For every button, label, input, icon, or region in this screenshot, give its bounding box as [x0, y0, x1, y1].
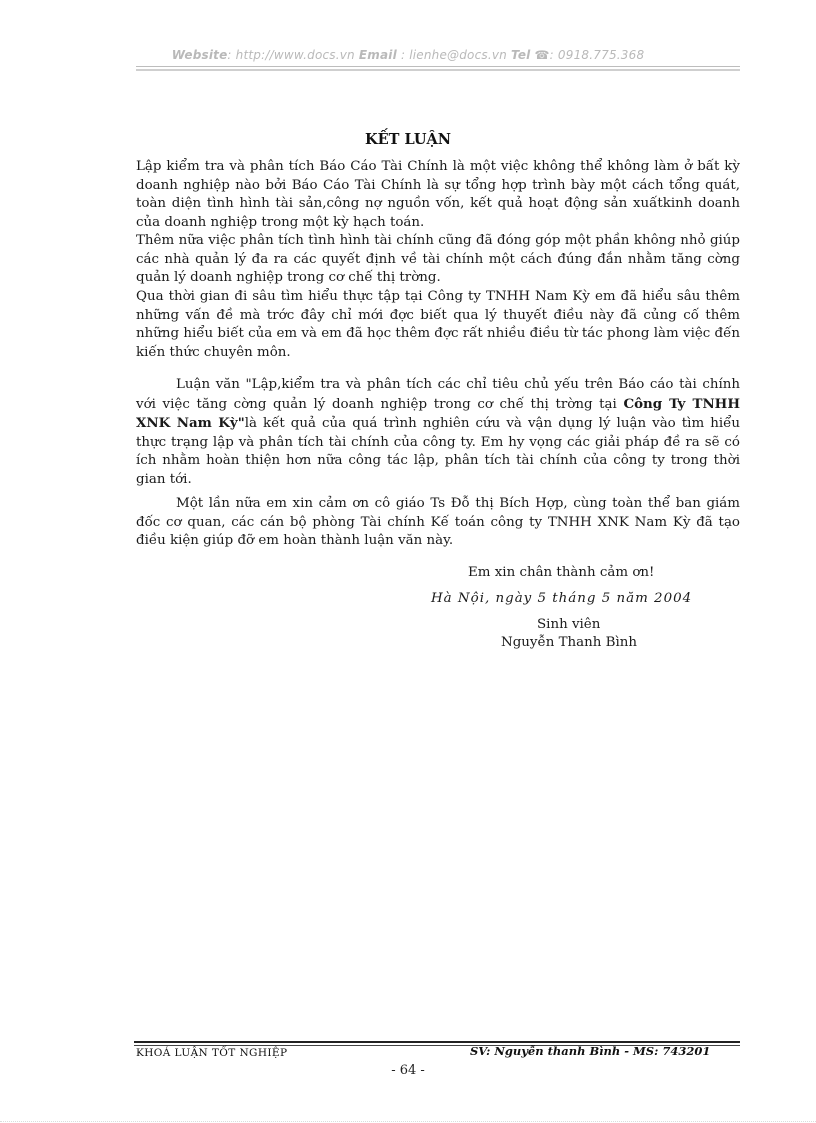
footer-rule	[134, 1041, 740, 1043]
website-value: : http://www.docs.vn	[227, 48, 355, 62]
tel-label: Tel	[511, 48, 531, 62]
page-bottom-edge	[0, 1121, 816, 1122]
footer-thesis-label: KHOÁ LUẬN TỐT NGHIỆP	[136, 1047, 288, 1059]
email-label: Email	[358, 48, 397, 62]
phone-icon: ☎	[534, 48, 550, 62]
signature-role: Sinh viên	[537, 617, 601, 632]
header-rule	[136, 66, 740, 67]
footer-student-info: SV: Nguyễn thanh Bình - MS: 743201	[470, 1044, 711, 1058]
paragraph-thesis	[136, 376, 740, 490]
signature-name: Nguyễn Thanh Bình	[501, 635, 638, 650]
website-label: Website	[171, 48, 228, 62]
page-header	[0, 48, 816, 62]
thesis-text-end: là kết quả của quá trình nghiên cứu và vận dụng lý luận vào tìm hiểu thực trạng lập và phân tích tài chính của công ty. Em hy vọng các giải pháp đề ra sẽ có ích nhằm hoàn thiện hơn nữa công tác lập, phân tích tài chính của công ty trong thời gian tới.	[136, 416, 740, 487]
closing-thanks: Em xin chân thành cảm ơn!	[468, 565, 655, 580]
paragraph-thanks: Một lần nữa em xin cảm ơn cô giáo Ts Đỗ thị Bích Hợp, cùng toàn thể ban giám đốc cơ quan, các cán bộ phòng Tài chính Kế toán công ty TNHH XNK Nam Kỳ đã tạo điều kiện giúp đỡ em hoàn thành luận văn này.	[136, 496, 740, 549]
page-number: - 64 -	[391, 1063, 425, 1078]
company-name: Công Ty TNHH XNK Nam Kỳ"	[136, 395, 740, 432]
paragraph-internship: Qua thời gian đi sâu tìm hiểu thực tập tại Công ty TNHH Nam Kỳ em đã hiểu sâu thêm những vấn đề mà trớc đây chỉ mới đợc biết qua lý thuyết điều này đã củng cố thêm những hiểu biết của em và em đã học thêm đợc rất nhiều điều từ tác phong làm việc đến kiến thức chuyên môn.	[136, 289, 740, 360]
page-title: KẾT LUẬN	[364, 131, 452, 148]
thesis-text-start: Luận văn "Lập,kiểm tra và phân tích các chỉ tiêu chủ yếu trên Báo cáo tài chính với việc tăng cờng quản lý doanh nghiệp trong cơ chế thị trờng tại	[136, 377, 740, 412]
signature-date: Hà Nội, ngày 5 tháng 5 năm 2004	[431, 591, 693, 606]
paragraph-intro: Lập kiểm tra và phân tích Báo Cáo Tài Chính là một việc không thể không làm ở bất kỳ doanh nghiệp nào bởi Báo Cáo Tài Chính là sự tổng hợp trình bày một cách tổng quát, toàn diện tình hình tài sản,công nợ nguồn vốn, kết quả hoạt động sản xuấtkinh doanh của doanh nghiệp trong một kỳ hạch toán.	[136, 159, 740, 230]
email-value: : lienhe@docs.vn	[400, 48, 507, 62]
header-rule-double	[136, 69, 740, 71]
paragraph-analysis: Thêm nữa việc phân tích tình hình tài chính cũng đã đóng góp một phần không nhỏ giúp các nhà quản lý đa ra các quyết định về tài chính một cách đúng đắn nhằm tăng cờng quản lý doanh nghiệp trong cơ chế thị trờng.	[136, 233, 740, 286]
tel-value: : 0918.775.368	[549, 48, 645, 62]
